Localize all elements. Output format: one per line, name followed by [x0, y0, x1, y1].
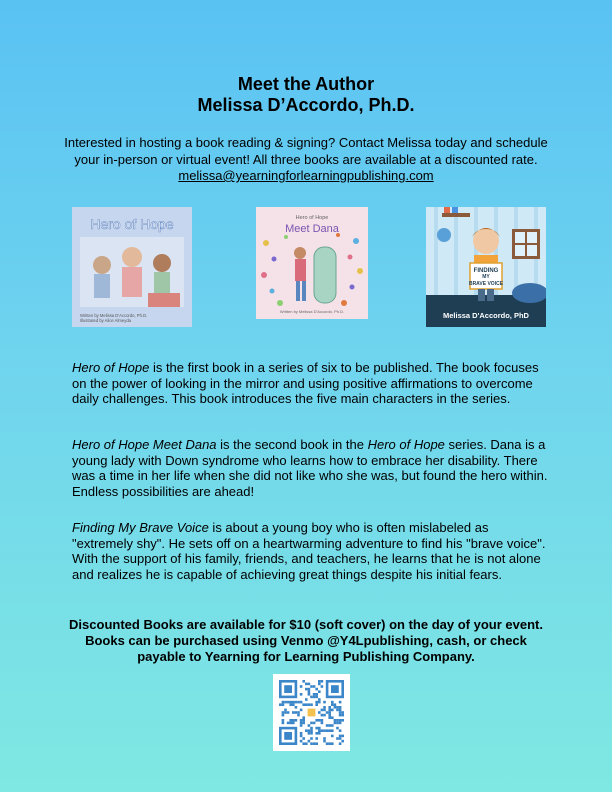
cover3-sign-line3: BRAVE VOICE [468, 281, 504, 287]
p2-series-name: Hero of Hope [367, 437, 445, 452]
cover2-title: Meet Dana [285, 223, 339, 235]
email-link[interactable]: melissa@yearningforlearningpublishing.com [178, 168, 434, 183]
title-line-2: Melissa D’Accordo, Ph.D. [197, 95, 415, 115]
book-cover-finding-my-brave-voice [426, 207, 546, 327]
p1-book-title: Hero of Hope [72, 360, 150, 375]
p2-book-title: Hero of Hope Meet Dana [72, 437, 217, 452]
cover2-series: Hero of Hope [295, 215, 329, 221]
p3-text: is about a young boy who is often mislabeled as "extremely shy". He sets off on a heartwarming adventure to find his "brave voice". With the support of his family, friends, and teachers, he learns that he is not alone and realizes he is capable of achieving great things despite his initial fears. [72, 520, 546, 582]
cover3-sign-line2: MY [482, 274, 490, 280]
title-line-1: Meet the Author [237, 74, 375, 94]
description-hero-of-hope [72, 360, 550, 407]
p2-text-b: series. Dana is a young lady with Down syndrome who learns how to embrace her disability. There was a time in her life when she did not like who she was, but found the hero within. Endless possibilities are ahead! [72, 437, 548, 499]
description-meet-dana [72, 437, 550, 499]
cover1-illustrator: Illustrated by Alice Almeyda [80, 318, 131, 323]
cover3-sign-line1: FINDING [473, 268, 499, 274]
cover-art-meet-dana [256, 207, 368, 319]
cover1-byline: Written by Melissa D'Accordo, Ph.D. [80, 313, 148, 318]
description-brave-voice [72, 520, 550, 582]
intro-text: Interested in hosting a book reading & signing? Contact Melissa today and schedule your in-person or virtual event! All three books are available at a discounted rate. [64, 135, 548, 167]
qr-code-icon[interactable] [273, 674, 350, 751]
cover2-byline: Written by Melissa D'Accordo, Ph.D. [279, 309, 345, 314]
book-cover-meet-dana [256, 207, 368, 319]
cover-art-hero-of-hope [72, 207, 192, 327]
purchase-info: Discounted Books are available for $10 (soft cover) on the day of your event. Books can be purchased using Venmo @Y4Lpublishing, cash, or check payable to Yearning for Learning Publishing Company. [69, 617, 543, 664]
page-title [0, 74, 612, 116]
cover-art-brave-voice [426, 207, 546, 327]
book-cover-hero-of-hope [72, 207, 192, 327]
p3-book-title: Finding My Brave Voice [72, 520, 209, 535]
cover3-author: Melissa D'Accordo, PhD [443, 311, 529, 320]
intro-paragraph [62, 135, 550, 185]
qr-code-graphic [273, 674, 350, 751]
p1-text: is the first book in a series of six to be published. The book focuses on the power of looking in the mirror and using positive affirmations to overcome daily challenges. This book introduces the five main characters in the series. [72, 360, 539, 407]
p2-text-a: is the second book in the [216, 437, 368, 452]
cover1-title: Hero of Hope [90, 216, 174, 232]
